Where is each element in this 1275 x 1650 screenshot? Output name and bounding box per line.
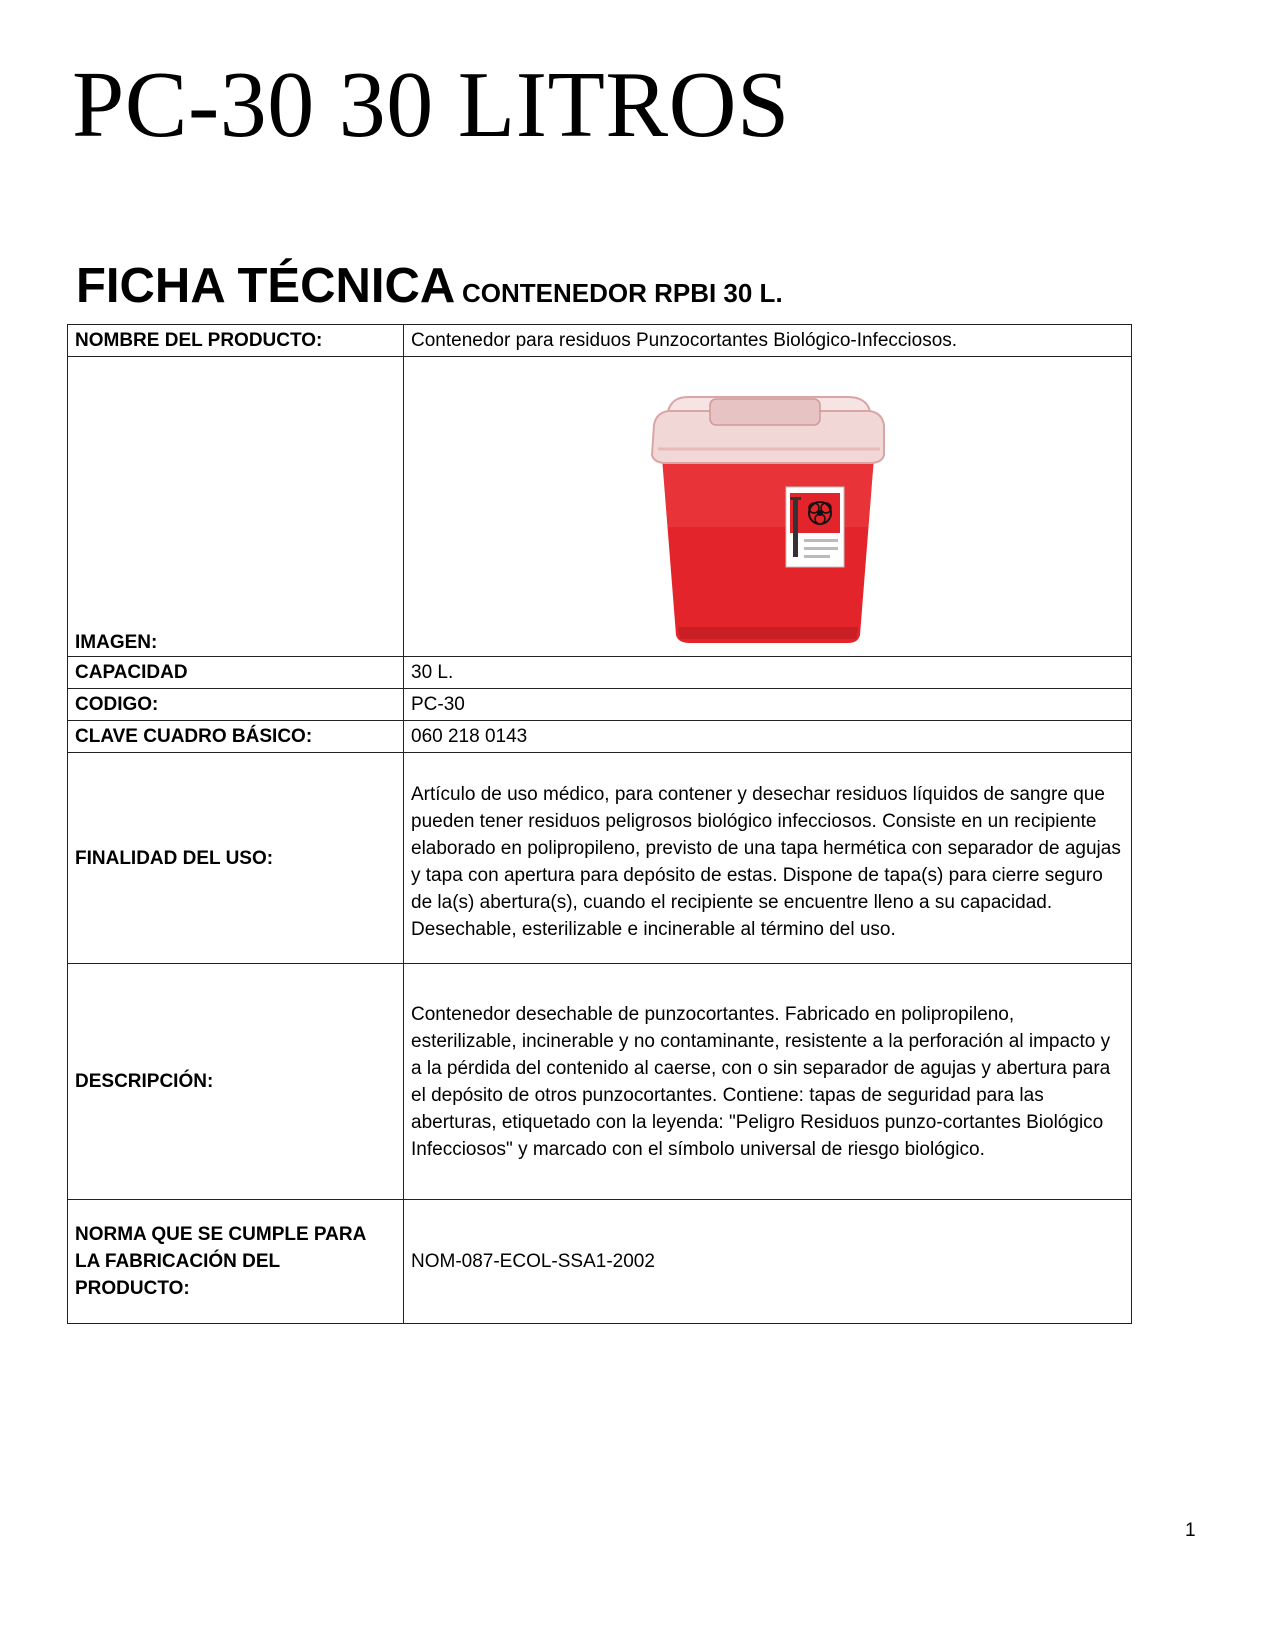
value-capacidad: 30 L. bbox=[404, 657, 1132, 689]
product-image-cell bbox=[404, 357, 1132, 657]
sheet-heading-sub: CONTENEDOR RPBI 30 L. bbox=[461, 278, 783, 308]
sheet-heading-main: FICHA TÉCNICA bbox=[76, 259, 456, 313]
sheet-heading bbox=[76, 259, 783, 313]
table-row-descripcion bbox=[68, 964, 1132, 1200]
spec-table bbox=[67, 324, 1132, 1324]
label-clave: CLAVE CUADRO BÁSICO: bbox=[68, 721, 404, 753]
sharps-container-image bbox=[638, 377, 898, 647]
value-codigo: PC-30 bbox=[404, 689, 1132, 721]
table-row-codigo bbox=[68, 689, 1132, 721]
label-codigo: CODIGO: bbox=[68, 689, 404, 721]
biohazard-label bbox=[786, 487, 844, 567]
value-nombre: Contenedor para residuos Punzocortantes Biológico-Infecciosos. bbox=[404, 325, 1132, 357]
value-finalidad: Artículo de uso médico, para contener y desechar residuos líquidos de sangre que pueden tener residuos peligrosos biológico infecciosos. Consiste en un recipiente elaborado en polipropileno, previsto de una tapa hermética con separador de agujas y tapa con apertura para depósito de estas. Dispone de tapa(s) para cierre seguro de la(s) abertura(s), cuando el recipiente se encuentre lleno a su capacidad. Desechable, esterilizable e incinerable al término del uso. bbox=[404, 753, 1132, 964]
label-finalidad: FINALIDAD DEL USO: bbox=[68, 753, 404, 964]
label-imagen: IMAGEN: bbox=[68, 357, 404, 657]
table-row-capacidad bbox=[68, 657, 1132, 689]
value-descripcion: Contenedor desechable de punzocortantes. Fabricado en polipropileno, esterilizable, incinerable y no contaminante, resistente a la perforación al impacto y a la pérdida del contenido al caerse, con o sin separador de agujas y abertura para el depósito de otros punzocortantes. Contiene: tapas de seguridad para las aberturas, etiquetado con la leyenda: "Peligro Residuos punzo-cortantes Biológico Infecciosos" y marcado con el símbolo universal de riesgo biológico. bbox=[404, 964, 1132, 1200]
label-descripcion: DESCRIPCIÓN: bbox=[68, 964, 404, 1200]
table-row-norma bbox=[68, 1200, 1132, 1324]
value-norma: NOM-087-ECOL-SSA1-2002 bbox=[404, 1200, 1132, 1324]
label-capacidad: CAPACIDAD bbox=[68, 657, 404, 689]
label-nombre: NOMBRE DEL PRODUCTO: bbox=[68, 325, 404, 357]
page-title: PC-30 30 LITROS bbox=[72, 53, 790, 157]
label-norma: NORMA QUE SE CUMPLE PARA LA FABRICACIÓN DEL PRODUCTO: bbox=[68, 1200, 404, 1324]
table-row-finalidad bbox=[68, 753, 1132, 964]
table-row-clave bbox=[68, 721, 1132, 753]
table-row-imagen bbox=[68, 357, 1132, 657]
table-row-nombre bbox=[68, 325, 1132, 357]
page-number: 1 bbox=[1185, 1520, 1196, 1541]
value-clave: 060 218 0143 bbox=[404, 721, 1132, 753]
